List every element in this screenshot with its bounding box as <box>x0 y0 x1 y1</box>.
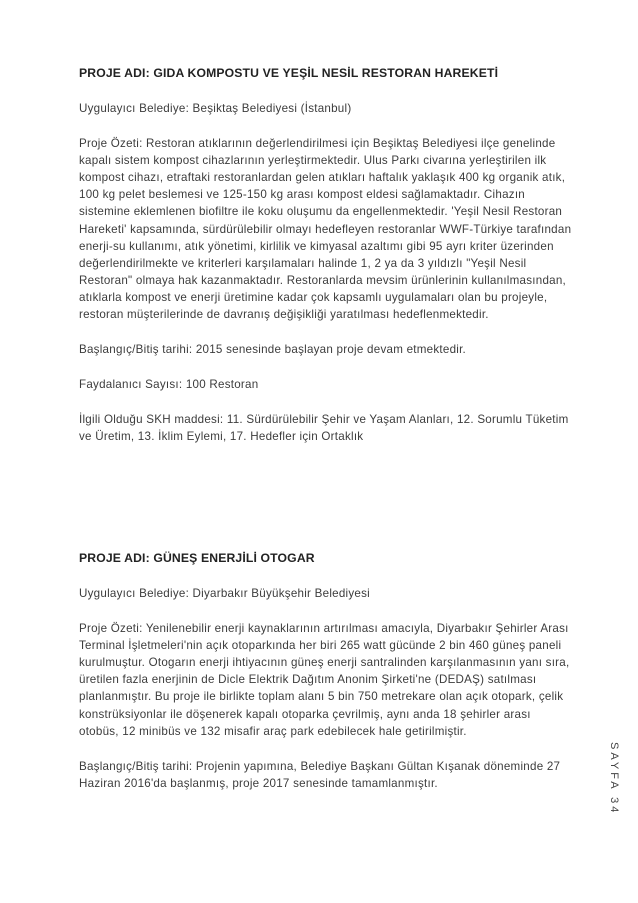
project-sdg: İlgili Olduğu SKH maddesi: 11. Sürdürülebilir Şehir ve Yaşam Alanları, 12. Sorumlu Tüketim ve Üretim, 13. İklim Eylemi, 17. Hedefler için Ortaklık <box>79 413 569 444</box>
project-municipality: Uygulayıcı Belediye: Diyarbakır Büyükşehir Belediyesi <box>79 587 370 600</box>
project-title: PROJE ADI: GIDA KOMPOSTU VE YEŞİL NESİL RESTORAN HAREKETİ <box>79 66 499 80</box>
project-summary: Proje Özeti: Yenilenebilir enerji kaynaklarının artırılması amacıyla, Diyarbakır Şehirler Arası Terminal İşletmeleri'nin açık otoparkında her biri 265 watt gücünde 2 bin 460 güneş paneli kurulmuştur. Otogarın enerji ihtiyacının güneş enerji santralinden karşılanmasının yanı sıra, üretilen fazla enerjinin de Dicle Elektrik Dağıtım Anonim Şirketi'ne (DEDAŞ) satılması planlanmıştır. Bu proje ile birlikte toplam alanı 5 bin 750 metrekare olan açık otopark, çelik konstrüksiyonlar ile döşenerek kapalı otoparka çevrilmiş, aynı anda 18 şehirler arası otobüs, 12 minibüs ve 132 misafir araç park edebilecek hale getirilmiştir. <box>79 622 570 738</box>
project-section-compost <box>79 64 573 446</box>
project-title: PROJE ADI: GÜNEŞ ENERJİLİ OTOGAR <box>79 551 315 565</box>
project-section-solar <box>79 549 573 792</box>
project-municipality: Uygulayıcı Belediye: Beşiktaş Belediyesi (İstanbul) <box>79 102 352 115</box>
page-number: SAYFA 34 <box>608 742 620 816</box>
project-dates: Başlangıç/Bitiş tarihi: 2015 senesinde başlayan proje devam etmektedir. <box>79 343 467 357</box>
project-summary: Proje Özeti: Restoran atıklarının değerlendirilmesi için Beşiktaş Belediyesi ilçe genelinde kapalı sistem kompost cihazlarının yerleştirmektedir. Ulus Parkı civarına yerleştirilen ilk kompost cihazı, etraftaki restoranlardan gelen atıkları haftalık yaklaşık 400 kg organik atık, 100 kg pelet beslemesi ve 125-150 kg arası kompost eldesi sağlamaktadır. Cihazın sistemine eklemlenen biofiltre ile koku oluşumu da engellenmektedir. 'Yeşil Nesil Restoran Hareketi' kapsamında, sürdürülebilir olmayı hedefleyen restoranlar WWF-Türkiye tarafından enerji-su kullanımı, atık yönetimi, kirlilik ve kimyasal azaltımı gibi 95 ayrı kriter üzerinden değerlendirilmekte ve kriterleri karşılamaları halinde 1, 2 ya da 3 yıldızlı "Yeşil Nesil Restoran" olmaya hak kazanmaktadır. Restoranlarda mevsim ürünlerinin kullanılmasından, atıklarla kompost ve enerji üretimine kadar çok kapsamlı uygulamaları olan bu projeyle, restoran müşterilerinde de davranış değişikliği yaratılması hedeflenmektedir. <box>79 137 572 322</box>
project-beneficiaries: Faydalanıcı Sayısı: 100 Restoran <box>79 378 259 392</box>
project-dates: Başlangıç/Bitiş tarihi: Projenin yapımına, Belediye Başkanı Gültan Kışanak döneminde 27 Haziran 2016'da başlanmış, proje 2017 senesinde tamamlanmıştır. <box>79 759 561 790</box>
